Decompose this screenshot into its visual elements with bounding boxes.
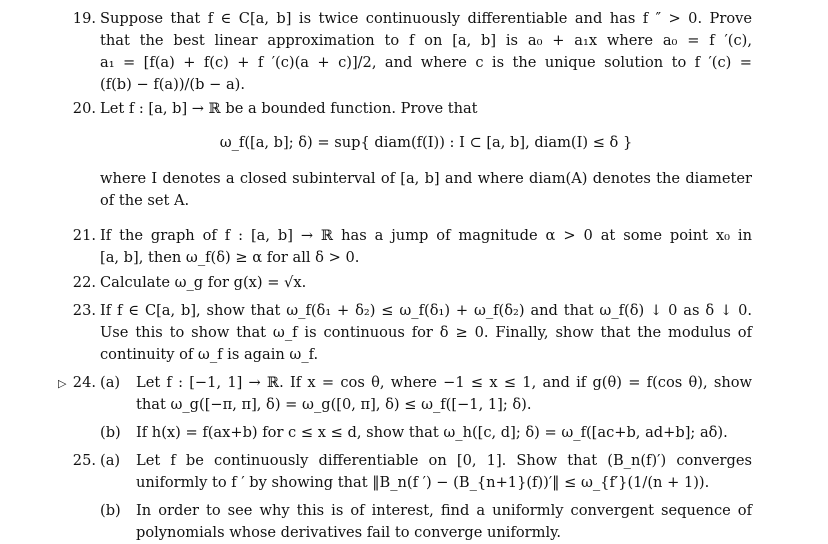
exercise-part-b	[100, 422, 752, 444]
text-line: (f(b) − f(a))/(b − a).	[100, 76, 246, 93]
part-label: (b)	[100, 502, 121, 519]
part-text	[136, 372, 752, 416]
exercise-number: 25.	[72, 452, 96, 469]
text-line: uniformly to f ′ by showing that ‖B_n(f ′) − (B_{n+1}(f))′‖ ≤ ω_{f′}(1/(n + 1)).	[136, 474, 710, 491]
part-text	[136, 450, 752, 494]
part-label: (a)	[100, 452, 121, 469]
text-line: Let f : [a, b] → ℝ be a bounded function. Prove that	[100, 100, 478, 117]
exercise-part-a	[100, 372, 752, 416]
triangle-marker-icon: ▷	[58, 377, 67, 390]
exercise-number: 23.	[72, 302, 96, 319]
text-line: where I denotes a closed subinterval of [a, b] and where diam(A) denotes the diameter	[100, 170, 752, 187]
exercise-body	[100, 8, 752, 96]
text-line: Let f : [−1, 1] → ℝ. If x = cos θ, where −1 ≤ x ≤ 1, and if g(θ) = f(cos θ), show	[136, 374, 752, 391]
exercise-number: 20.	[72, 100, 96, 117]
part-text	[136, 422, 752, 444]
part-label: (b)	[100, 424, 121, 441]
text-line: Suppose that f ∈ C[a, b] is twice continuously differentiable and has f ″ > 0. Prove	[100, 10, 752, 27]
text-line: polynomials whose derivatives fail to converge uniformly.	[136, 524, 562, 541]
text-line: a₁ = [f(a) + f(c) + f ′(c)(a + c)]/2, and where c is the unique solution to f ′(c) =	[100, 54, 752, 71]
exercise-body	[100, 272, 752, 294]
exercise-number: 19.	[72, 10, 96, 27]
exercise-body	[100, 300, 752, 366]
exercise-number: 21.	[72, 227, 96, 244]
exercise-body	[100, 372, 752, 444]
exercise-body	[100, 450, 752, 544]
text-line: that the best linear approximation to f on [a, b] is a₀ + a₁x where a₀ = f ′(c),	[100, 32, 752, 49]
exercise-part-b	[100, 500, 752, 544]
text-line: [a, b], then ω_f(δ) ≥ α for all δ > 0.	[100, 249, 360, 266]
exercise-number: 22.	[72, 274, 96, 291]
part-label: (a)	[100, 374, 121, 391]
text-line: Calculate ω_g for g(x) = √x.	[100, 274, 307, 291]
text-line: If h(x) = f(ax+b) for c ≤ x ≤ d, show that ω_h([c, d]; δ) = ω_f([ac+b, ad+b]; aδ).	[136, 424, 728, 441]
text-line: that ω_g([−π, π], δ) = ω_g([0, π], δ) ≤ ω_f([−1, 1]; δ).	[136, 396, 532, 413]
text-line: If f ∈ C[a, b], show that ω_f(δ₁ + δ₂) ≤ ω_f(δ₁) + ω_f(δ₂) and that ω_f(δ) ↓ 0 as δ ↓ 0.	[100, 302, 752, 319]
part-text	[136, 500, 752, 544]
text-line: Let f be continuously differentiable on [0, 1]. Show that (B_n(f)′) converges	[136, 452, 752, 469]
exercise-body	[100, 225, 752, 269]
text-line: Use this to show that ω_f is continuous for δ ≥ 0. Finally, show that the modulus of	[100, 324, 752, 341]
text-line: of the set A.	[100, 192, 190, 209]
text-line: If the graph of f : [a, b] → ℝ has a jump of magnitude α > 0 at some point x₀ in	[100, 227, 752, 244]
display-equation: ω_f([a, b]; δ) = sup{ diam(f(I)) : I ⊂ [a, b], diam(I) ≤ δ }	[219, 134, 633, 151]
exercise-number: 24.	[72, 374, 96, 391]
exercise-body	[100, 98, 752, 212]
text-line: In order to see why this is of interest, find a uniformly convergent sequence of	[136, 502, 752, 519]
exercise-part-a	[100, 450, 752, 494]
text-line: continuity of ω_f is again ω_f.	[100, 346, 319, 363]
